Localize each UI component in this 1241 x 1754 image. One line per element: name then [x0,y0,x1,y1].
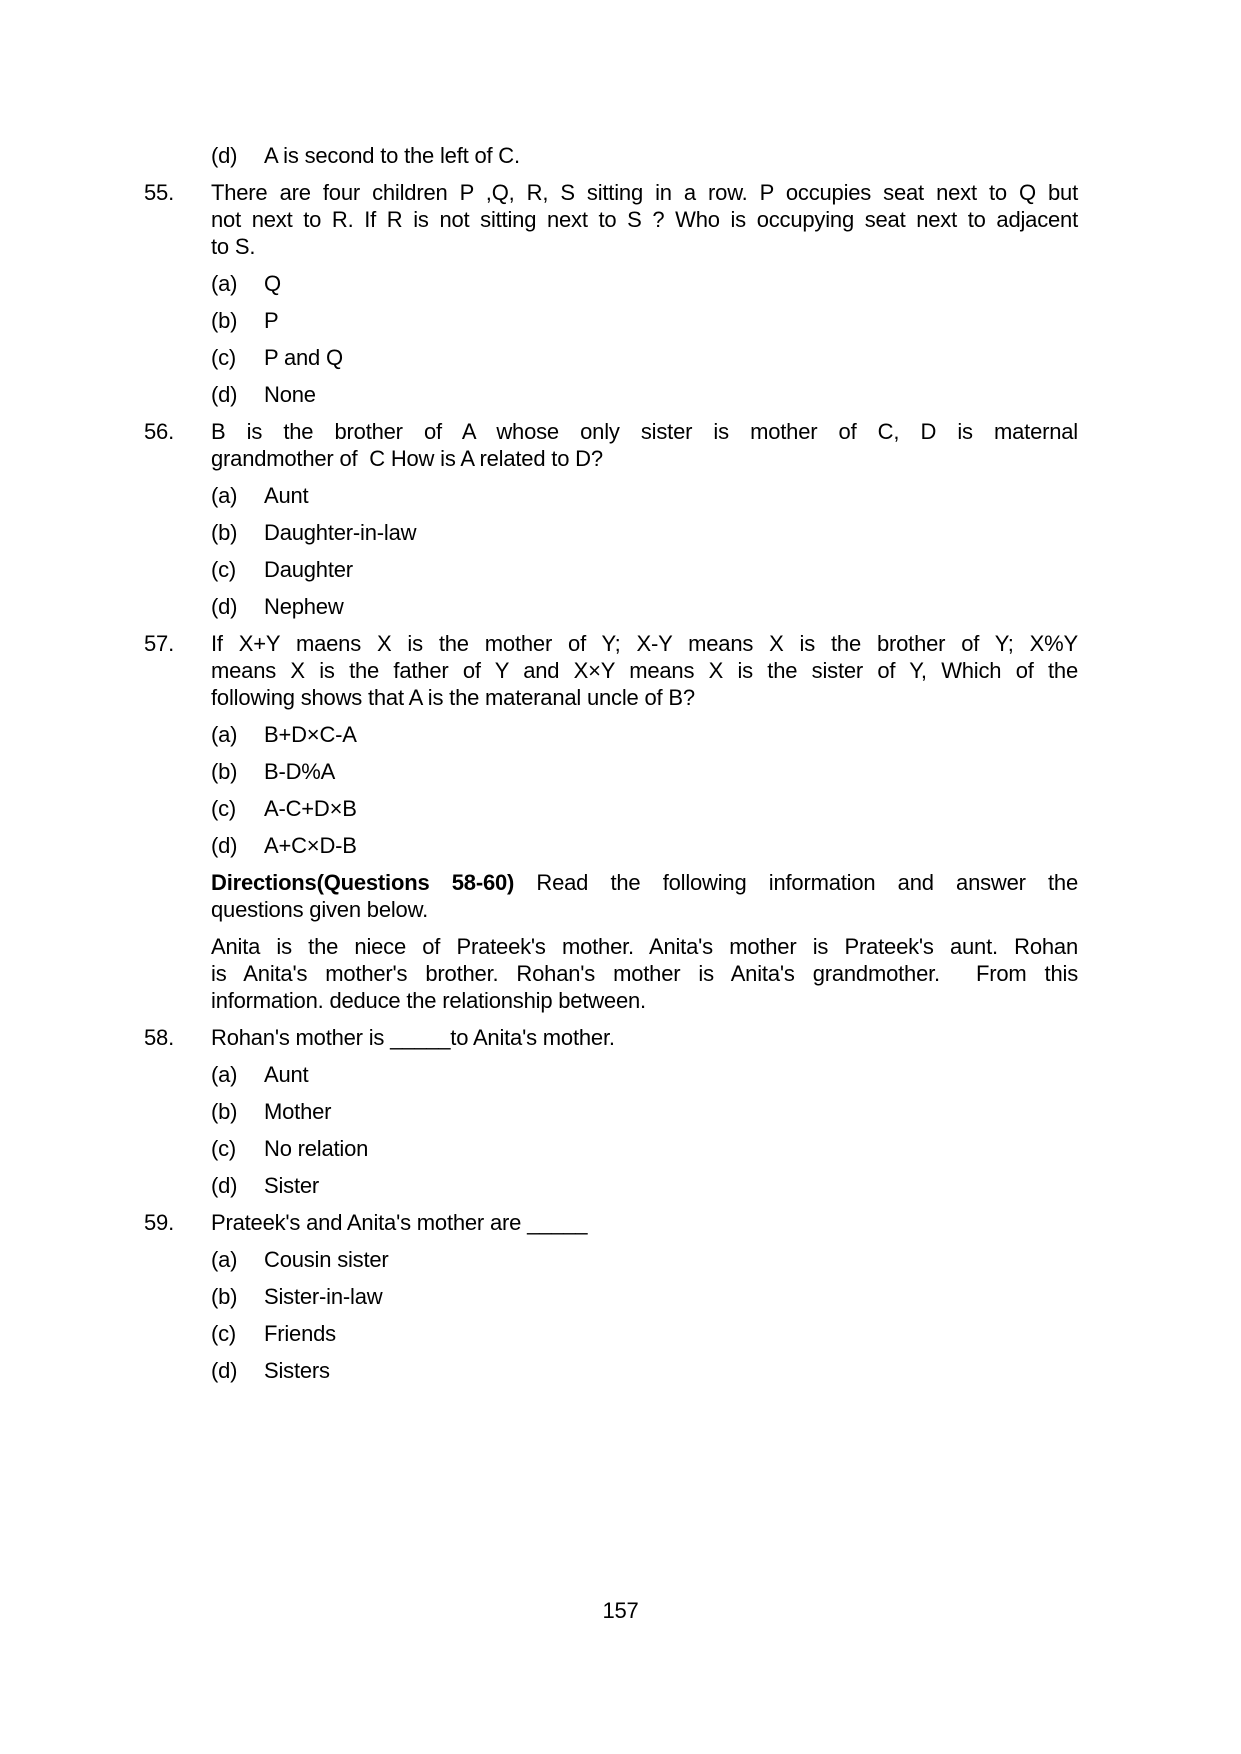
question-59 [144,1209,1078,1236]
question-text [211,1209,1078,1236]
question-line: not next to R. If R is not sitting next to S ? Who is occupying seat next to adjacent [211,207,1078,232]
option-55-c [211,344,1078,371]
option-text: Sister-in-law [264,1284,383,1309]
option-letter: (b) [211,308,238,333]
page-content [144,142,1078,1384]
option-text: Q [264,271,281,296]
option-55-b [211,307,1078,334]
option-text: P [264,308,279,333]
directions [211,869,1078,923]
option-text: Nephew [264,594,344,619]
option-55-d [211,381,1078,408]
option-text: Daughter-in-law [264,520,417,545]
option-text: Aunt [264,1062,309,1087]
question-57 [144,630,1078,711]
question-line: to S. [211,234,256,259]
question-line: grandmother of C How is A related to D? [211,446,603,471]
question-text [211,630,1078,711]
option-letter: (a) [211,1062,238,1087]
question-number: 57. [144,631,174,656]
directions-heading-line2: questions given below. [211,897,428,922]
option-57-b [211,758,1078,785]
option-letter: (d) [211,1173,238,1198]
passage-line: Anita is the niece of Prateek's mother. Anita's mother is Prateek's aunt. Rohan [211,934,1078,959]
option-59-d [211,1357,1078,1384]
page-number: 157 [602,1598,639,1623]
option-57-c [211,795,1078,822]
option-56-b [211,519,1078,546]
option-letter: (a) [211,271,238,296]
option-59-b [211,1283,1078,1310]
directions-heading-line [211,869,1078,896]
option-56-d [211,593,1078,620]
option-letter: (c) [211,1321,237,1346]
option-text: A+C×D-B [264,833,357,858]
option-text: A is second to the left of C. [264,143,520,168]
option-54-d [211,142,1078,169]
option-56-a [211,482,1078,509]
question-line: Prateek's and Anita's mother are _____ [211,1210,588,1235]
option-57-a [211,721,1078,748]
question-number: 56. [144,419,174,444]
option-letter: (d) [211,382,238,407]
option-letter: (c) [211,796,237,821]
option-letter: (b) [211,1284,238,1309]
option-text: None [264,382,316,407]
passage [211,933,1078,1014]
passage-line: is Anita's mother's brother. Rohan's mother is Anita's grandmother. From this [211,961,1078,986]
option-text: Aunt [264,483,309,508]
option-text: Cousin sister [264,1247,389,1272]
passage-line: information. deduce the relationship between. [211,988,646,1013]
option-text: P and Q [264,345,343,370]
option-text: Daughter [264,557,353,582]
question-line: B is the brother of A whose only sister is mother of C, D is maternal [211,419,1078,444]
option-58-c [211,1135,1078,1162]
option-letter: (b) [211,1099,238,1124]
option-letter: (a) [211,483,238,508]
option-text: B-D%A [264,759,336,784]
option-59-a [211,1246,1078,1273]
question-line: There are four children P ,Q, R, S sitting in a row. P occupies seat next to Q but [211,180,1078,205]
option-text: Sisters [264,1358,330,1383]
option-58-a [211,1061,1078,1088]
option-55-a [211,270,1078,297]
option-57-d [211,832,1078,859]
directions-heading-rest: Read the following information and answer the [514,870,1078,895]
option-letter: (d) [211,143,238,168]
question-line: If X+Y maens X is the mother of Y; X-Y means X is the brother of Y; X%Y [211,631,1078,656]
option-text: Sister [264,1173,320,1198]
option-letter: (b) [211,759,238,784]
option-text: B+D×C-A [264,722,357,747]
question-56 [144,418,1078,472]
option-letter: (b) [211,520,238,545]
option-text: No relation [264,1136,369,1161]
directions-heading-bold: Directions(Questions 58-60) [211,870,515,895]
option-58-d [211,1172,1078,1199]
option-58-b [211,1098,1078,1125]
option-letter: (c) [211,345,237,370]
option-56-c [211,556,1078,583]
question-line: following shows that A is the materanal uncle of B? [211,685,695,710]
option-letter: (d) [211,1358,238,1383]
question-text [211,179,1078,260]
option-letter: (a) [211,1247,238,1272]
option-letter: (d) [211,594,238,619]
question-text [211,418,1078,472]
option-59-c [211,1320,1078,1347]
question-number: 58. [144,1025,174,1050]
question-number: 59. [144,1210,174,1235]
question-text [211,1024,1078,1051]
question-line: means X is the father of Y and X×Y means X is the sister of Y, Which of the [211,658,1078,683]
option-letter: (c) [211,1136,237,1161]
option-text: Mother [264,1099,332,1124]
question-55 [144,179,1078,260]
question-line: Rohan's mother is _____to Anita's mother. [211,1025,615,1050]
option-letter: (c) [211,557,237,582]
question-58 [144,1024,1078,1051]
question-number: 55. [144,180,174,205]
option-text: A-C+D×B [264,796,357,821]
option-text: Friends [264,1321,336,1346]
option-letter: (d) [211,833,238,858]
option-letter: (a) [211,722,238,747]
